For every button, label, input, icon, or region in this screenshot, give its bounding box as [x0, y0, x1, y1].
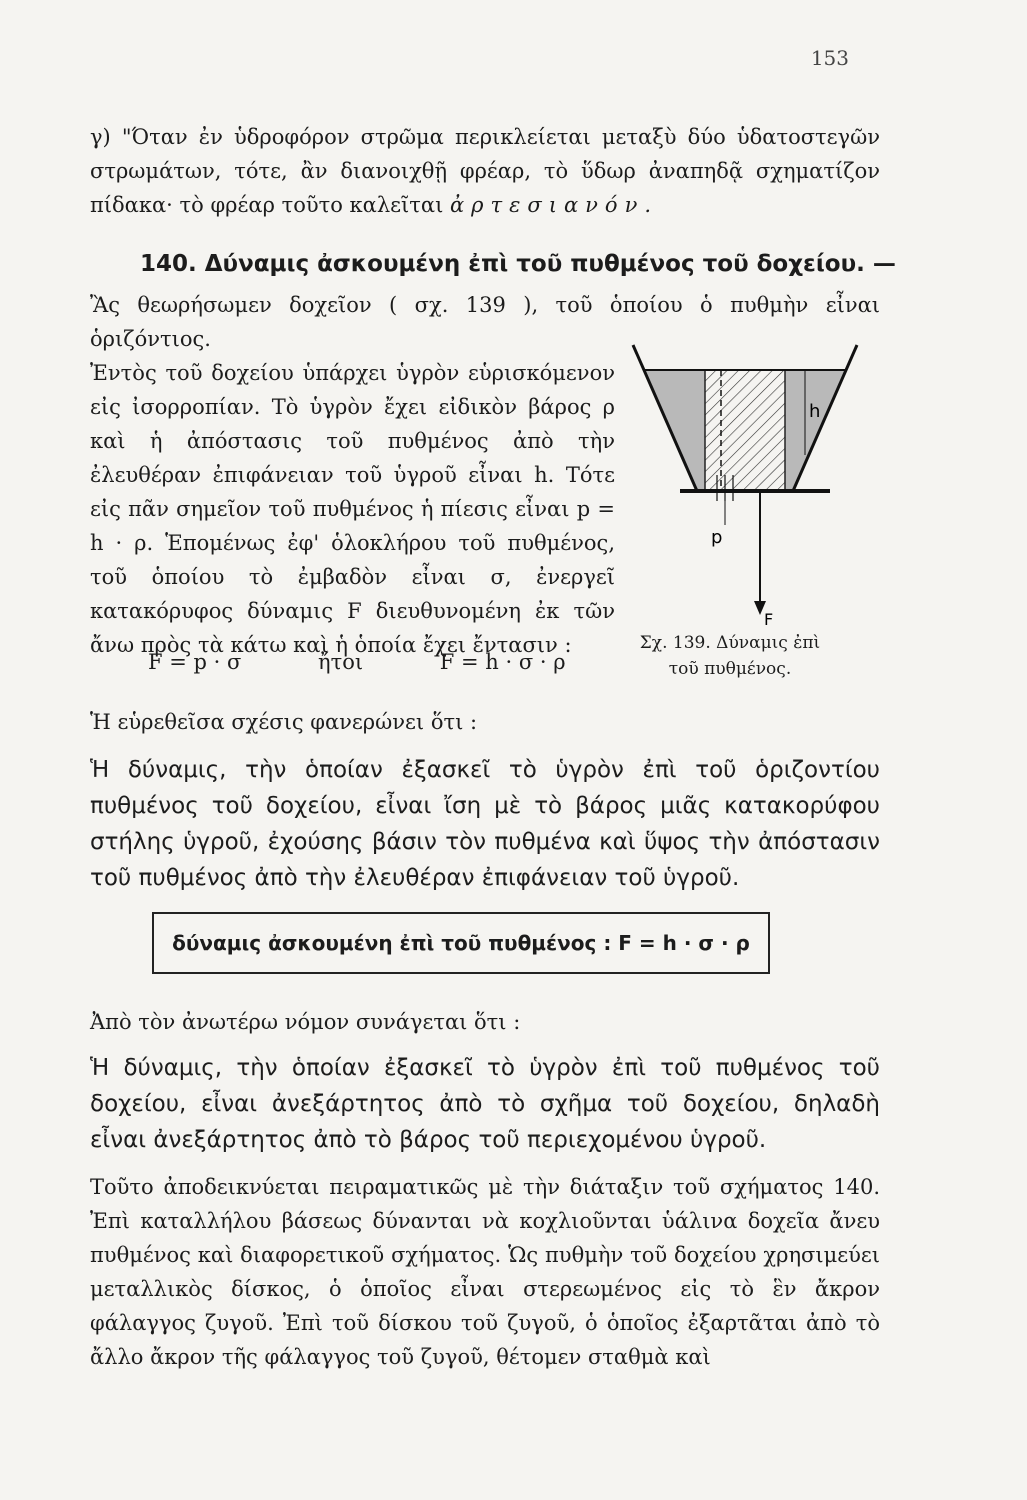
formula-force-full: F = h · σ · ρ: [439, 650, 566, 674]
label-F: F: [764, 610, 774, 629]
statement-independence: Ἡ δύναμις, τὴν ὁποίαν ἐξασκεῖ τὸ ὑγρὸν ἐπὶ τοῦ πυθμένος τοῦ δοχείου, εἶναι ἀνεξάρτητος ἀπὸ τὸ σχῆμα τοῦ δοχείου, δηλαδὴ εἶναι ἀνεξάρτητος ἀπὸ τὸ βάρος τοῦ περιεχομένου ὑγροῦ.: [90, 1055, 880, 1153]
paragraph-law: Ἀπὸ τὸν ἀνωτέρω νόμον συνάγεται ὅτι :: [90, 1010, 521, 1034]
paragraph-experiment: Τοῦτο ἀποδεικνύεται πειραματικῶς μὲ τὴν διάταξιν τοῦ σχήματος 140. Ἐπὶ καταλλήλου βάσεως δύνανται νὰ κοχλιοῦνται ὑάλινα δοχεῖα ἄνευ πυθμένος καὶ διαφορετικοῦ σχήματος. Ὡς πυθμὴν τοῦ δοχείου χρησιμεύει μεταλλικὸς δίσκος, ὁ ὁποῖος εἶναι στερεωμένος εἰς τὸ ἓν ἄκρον φάλαγγος ζυγοῦ. Ἐπὶ τοῦ δίσκου τοῦ ζυγοῦ, ὁ ὁποῖος ἐξαρτᾶται ἀπὸ τὸ ἄλλο ἄκρον τῆς φάλαγγος τοῦ ζυγοῦ, θέτομεν σταθμὰ καὶ: [90, 1175, 880, 1369]
paragraph-gamma-text: γ) "Όταν ἐν ὑδροφόρον στρῶμα περικλείεται μεταξὺ δύο ὑδατοστεγῶν στρωμάτων, τότε, ἂν διανοιχθῇ φρέαρ, τὸ ὕδωρ ἀναπηδᾷ σχηματίζον πίδακα· τὸ φρέαρ τοῦτο καλεῖται: [90, 125, 880, 217]
formula-connector: ἤτοι: [318, 650, 364, 674]
paragraph-found: Ἡ εὑρεθεῖσα σχέσις φανερώνει ὅτι :: [90, 710, 478, 734]
page-number: 153: [810, 46, 849, 70]
formula-line: [148, 650, 636, 674]
caption-line-1: Σχ. 139. Δύναμις ἐπὶ: [639, 633, 821, 653]
label-h: h: [809, 401, 821, 422]
section-heading: 140. Δύναμις ἀσκουμένη ἐπὶ τοῦ πυθμένος τοῦ δοχείου. —: [140, 251, 896, 277]
paragraph-intro: Ἂς θεωρήσωμεν δοχεῖον ( σχ. 139 ), τοῦ ὁποίου ὁ πυθμὴν εἶναι ὁριζόντιος.: [90, 293, 880, 351]
paragraph-gamma: [90, 120, 880, 222]
figure-139-vessel: [625, 325, 865, 630]
caption-line-2: τοῦ πυθμένος.: [668, 659, 792, 679]
paragraph-liquid: Ἐντὸς τοῦ δοχείου ὑπάρχει ὑγρὸν εὑρισκόμενον εἰς ἰσορροπίαν. Τὸ ὑγρὸν ἔχει εἰδικὸν βάρος ρ καὶ ἡ ἀπόστασις τοῦ πυθμένος ἀπὸ τὴν ἐλευθέραν ἐπιφάνειαν τοῦ ὑγροῦ εἶναι h. Τότε εἰς πᾶν σημεῖον τοῦ πυθμένος ἡ πίεσις εἶναι p = h · ρ. Ἑπομένως ἐφ' ὁλοκλήρου τοῦ πυθμένος, τοῦ ὁποίου τὸ ἐμβαδὸν εἶναι σ, ἐνεργεῖ κατακόρυφος δύναμις F διευθυνομένη ἐκ τῶν ἄνω πρὸς τὰ κάτω καὶ ἡ ὁποία ἔχει ἔντασιν :: [90, 361, 615, 657]
figure-caption: [625, 630, 835, 682]
liquid-column: [705, 370, 785, 491]
statement-bottom-force: Ἡ δύναμις, τὴν ὁποίαν ἐξασκεῖ τὸ ὑγρὸν ἐπὶ τοῦ ὁριζοντίου πυθμένος τοῦ δοχείου, εἶναι ἴση μὲ τὸ βάρος μιᾶς κατακορύφου στήλης ὑγροῦ, ἐχούσης βάσιν τὸν πυθμένα καὶ ὕψος τὴν ἀπόστασιν τοῦ πυθμένος ἀπὸ τὴν ἐλευθέραν ἐπιφάνειαν τοῦ ὑγροῦ.: [90, 757, 880, 891]
label-p: p: [711, 527, 723, 548]
artesian-term: ἀρτεσιανόν.: [450, 193, 659, 217]
formula-force-pressure: F = p · σ: [148, 650, 242, 674]
boxed-formula: δύναμις ἀσκουμένη ἐπὶ τοῦ πυθμένος : F = h · σ · ρ: [152, 912, 770, 974]
